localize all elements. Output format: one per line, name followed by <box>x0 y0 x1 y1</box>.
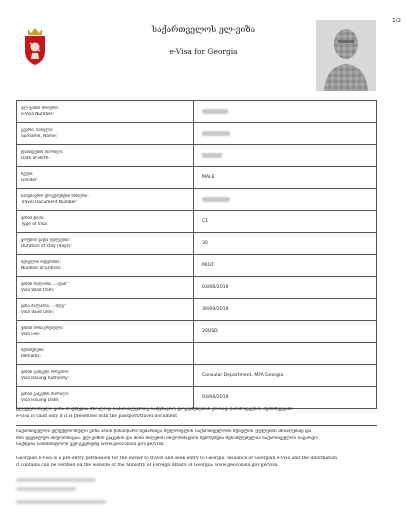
footer-en-line-1: Georgian e-Visa is a pre-entry permission for the owner to travel and seek entry to Georgia. Issuance of Georgian e-Visa and the information <box>16 456 338 461</box>
table-row <box>17 189 377 211</box>
redacted-footer-line <box>16 487 76 491</box>
field-value <box>194 299 377 321</box>
field-label <box>17 365 194 387</box>
field-label-english: Visa Valid from: <box>21 287 55 293</box>
field-value-text: 30/09/2019 <box>202 307 229 312</box>
field-value-text: C1 <box>202 219 209 224</box>
field-value-text: 30 <box>202 241 208 246</box>
field-value <box>194 277 377 299</box>
visa-details-table <box>16 100 377 409</box>
field-label-georgian: შესვლის ოდენობა: <box>21 259 61 265</box>
table-row <box>17 145 377 167</box>
field-value <box>194 123 377 145</box>
title-georgian: საქართველოს ელ-ვიზა <box>151 25 256 35</box>
table-row <box>17 167 377 189</box>
field-label-georgian: დაბადების თარიღი: <box>21 149 64 155</box>
table-row <box>17 343 377 365</box>
field-label-english: Surname, Name: <box>21 133 58 139</box>
field-label-english: Type of Visa: <box>21 221 49 227</box>
field-label <box>17 233 194 255</box>
footer-en-line-2: it contains can be verified on the website of the Ministry of Foreign Affairs of Georgia: www.geoconsul.gov.ge/Visa <box>16 462 278 468</box>
field-label-english: Number of Entries: <box>21 265 62 271</box>
table-row <box>17 299 377 321</box>
field-label <box>17 189 194 211</box>
field-label-english: Visa Issuing Date: <box>21 397 60 403</box>
field-value-text: MULT <box>202 263 215 268</box>
field-label-english: Visa Valid until: <box>21 309 54 315</box>
field-label-georgian: ვიზის გაცემის თარიღი: <box>21 391 70 397</box>
footer-ka-line-2: მის დეტალურ ინფორმაცია. ელ-ვიზის გაცემის და მისი მიღების ინფორმაციის შემოწმება შესაძლებელია საქართველოს საგარეო <box>16 435 318 441</box>
field-value-text: 03/06/2019 <box>202 285 229 290</box>
redacted-value <box>202 153 222 158</box>
field-label <box>17 321 194 343</box>
field-label-georgian: ვიზის ძალაშია ...-დან" <box>21 281 69 287</box>
validity-notice <box>16 407 377 420</box>
field-label-english: Date of Birth: <box>21 155 50 161</box>
footer-ka-line-1: საქართველოს ელექტრონული ვიზა არის წინასწარი ნებართვა მფლობელის საქართველოში შესვლის უფლების მისაღებად და <box>16 429 312 434</box>
field-label <box>17 277 194 299</box>
redacted-value <box>202 197 230 202</box>
field-value <box>194 365 377 387</box>
field-label-english: Duration of stay (days): <box>21 243 72 249</box>
field-label-georgian: შენიშვნები: <box>21 347 45 353</box>
field-value <box>194 233 377 255</box>
holder-photo <box>316 20 376 91</box>
table-row <box>17 211 377 233</box>
table-row <box>17 321 377 343</box>
field-label-english: Travel Document Number: <box>21 199 78 205</box>
field-label-english: Visa Issuing Authority: <box>21 375 69 381</box>
page-number: 1/2 <box>392 18 401 24</box>
field-value <box>194 145 377 167</box>
footer-english <box>16 456 377 469</box>
field-label <box>17 101 194 123</box>
field-label-georgian: სამგზავრო დოკუმენტის ნომერი: <box>21 193 89 199</box>
field-label-georgian: ვიზის მოსაკრებელი: <box>21 325 64 331</box>
field-value <box>194 167 377 189</box>
table-row <box>17 123 377 145</box>
field-label-georgian: ვიზის ტიპი: <box>21 215 45 221</box>
field-label <box>17 343 194 365</box>
field-label <box>17 299 194 321</box>
field-label-georgian: ელ-ვიზის ნომერი: <box>21 105 59 111</box>
field-label <box>17 167 194 189</box>
field-label-georgian: სქესი: <box>21 171 34 177</box>
field-label <box>17 387 194 409</box>
table-row <box>17 233 377 255</box>
field-value-text: Consular Department, MFA Georgia <box>202 373 284 378</box>
separator-line <box>16 425 377 426</box>
field-value <box>194 321 377 343</box>
footer-ka-line-3: საქმეთა სამინისტროს ვებ-გვერდზე www.geoconsul.gov.ge/Visa <box>16 442 164 448</box>
notice-english: e-Visa is valid only if it is presented with the passport/travel document <box>16 413 178 419</box>
field-value <box>194 211 377 233</box>
field-label <box>17 211 194 233</box>
field-label-georgian: ვიზა ძალაშია ...-მდე" <box>21 303 66 309</box>
field-value-text: 03/06/2019 <box>202 395 229 400</box>
field-label-georgian: ყოფნის ვადა (დღეები): <box>21 237 71 243</box>
redacted-footer-line <box>16 500 106 504</box>
field-label-english: Gender: <box>21 177 39 183</box>
field-value-text: MALE <box>202 175 215 180</box>
field-value-text: 20USD <box>202 329 218 334</box>
table-row <box>17 277 377 299</box>
field-value <box>194 189 377 211</box>
redacted-value <box>202 109 228 114</box>
field-label-georgian: გვარი, სახელი: <box>21 127 54 133</box>
table-row <box>17 365 377 387</box>
notice-georgian: ელექტრონული ვიზა მოქმედია მხოლოდ სამართლებრივ სამგზავრო დოკუმენტთან ერთად წარმოდგენის შემთხვევაში <box>16 407 293 412</box>
field-value <box>194 255 377 277</box>
field-label-english: Visa Fee: <box>21 331 41 337</box>
table-row <box>17 255 377 277</box>
field-label-english: Remarks: <box>21 353 42 359</box>
table-row <box>17 387 377 409</box>
redacted-value <box>202 131 230 136</box>
field-value <box>194 343 377 365</box>
redacted-footer-line <box>16 478 96 482</box>
field-label-english: e-Visa Number: <box>21 111 54 117</box>
field-label-georgian: ვიზის გამცემი ორგანო: <box>21 369 70 375</box>
field-value <box>194 101 377 123</box>
field-label <box>17 255 194 277</box>
field-label <box>17 145 194 167</box>
field-value <box>194 387 377 409</box>
title-english: e-Visa for Georgia <box>169 47 238 56</box>
table-row <box>17 101 377 123</box>
field-label <box>17 123 194 145</box>
footer-georgian <box>16 429 377 449</box>
